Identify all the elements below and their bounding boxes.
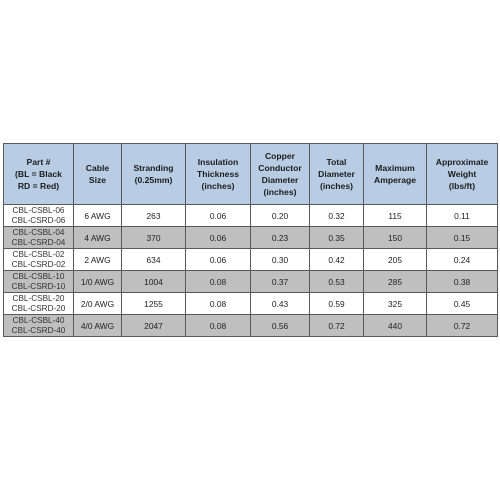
weight-cell: 0.24 — [427, 249, 498, 271]
table-row — [4, 249, 498, 271]
part-number-black: CBL-CSBL-06 — [12, 205, 65, 215]
header-insulation-thickness: Insulation Thickness (inches) — [186, 144, 251, 205]
conductor-diameter-cell: 0.43 — [251, 293, 310, 315]
conductor-diameter-cell: 0.20 — [251, 205, 310, 227]
header-cable-size: Cable Size — [74, 144, 122, 205]
amperage-cell: 285 — [364, 271, 427, 293]
table-row — [4, 205, 498, 227]
amperage-cell: 205 — [364, 249, 427, 271]
part-number-red: CBL-CSRD-06 — [11, 215, 66, 225]
table-row — [4, 271, 498, 293]
cable-size-cell: 1/0 AWG — [74, 271, 122, 293]
weight-cell: 0.45 — [427, 293, 498, 315]
header-maximum-amperage: Maximum Amperage — [364, 144, 427, 205]
part-number-cell — [4, 205, 74, 227]
part-number-red: CBL-CSRD-04 — [11, 237, 66, 247]
weight-cell: 0.72 — [427, 315, 498, 337]
insulation-cell: 0.08 — [186, 293, 251, 315]
conductor-diameter-cell: 0.56 — [251, 315, 310, 337]
cable-size-cell: 4 AWG — [74, 227, 122, 249]
part-number-cell — [4, 315, 74, 337]
stranding-cell: 370 — [122, 227, 186, 249]
conductor-diameter-cell: 0.37 — [251, 271, 310, 293]
insulation-cell: 0.06 — [186, 249, 251, 271]
part-number-cell — [4, 271, 74, 293]
insulation-cell: 0.06 — [186, 205, 251, 227]
total-diameter-cell: 0.53 — [310, 271, 364, 293]
table-header-row — [4, 144, 498, 205]
part-number-cell — [4, 227, 74, 249]
total-diameter-cell: 0.72 — [310, 315, 364, 337]
cable-size-cell: 4/0 AWG — [74, 315, 122, 337]
weight-cell: 0.11 — [427, 205, 498, 227]
part-number-black: CBL-CSBL-20 — [12, 293, 65, 303]
part-number-black: CBL-CSBL-40 — [12, 315, 65, 325]
header-conductor-diameter: Copper Conductor Diameter (inches) — [251, 144, 310, 205]
total-diameter-cell: 0.42 — [310, 249, 364, 271]
table-row — [4, 315, 498, 337]
insulation-cell: 0.08 — [186, 271, 251, 293]
part-number-cell — [4, 249, 74, 271]
header-stranding: Stranding (0.25mm) — [122, 144, 186, 205]
total-diameter-cell: 0.32 — [310, 205, 364, 227]
part-number-red: CBL-CSRD-10 — [11, 281, 66, 291]
conductor-diameter-cell: 0.23 — [251, 227, 310, 249]
amperage-cell: 440 — [364, 315, 427, 337]
part-number-cell — [4, 293, 74, 315]
stranding-cell: 2047 — [122, 315, 186, 337]
total-diameter-cell: 0.59 — [310, 293, 364, 315]
stranding-cell: 1004 — [122, 271, 186, 293]
cable-size-cell: 2/0 AWG — [74, 293, 122, 315]
insulation-cell: 0.06 — [186, 227, 251, 249]
table-row — [4, 227, 498, 249]
amperage-cell: 115 — [364, 205, 427, 227]
amperage-cell: 325 — [364, 293, 427, 315]
stranding-cell: 1255 — [122, 293, 186, 315]
cable-size-cell: 2 AWG — [74, 249, 122, 271]
part-number-black: CBL-CSBL-10 — [12, 271, 65, 281]
stranding-cell: 634 — [122, 249, 186, 271]
part-number-red: CBL-CSRD-20 — [11, 303, 66, 313]
stranding-cell: 263 — [122, 205, 186, 227]
cable-size-cell: 6 AWG — [74, 205, 122, 227]
header-approximate-weight: Approximate Weight (lbs/ft) — [427, 144, 498, 205]
part-number-black: CBL-CSBL-04 — [12, 227, 65, 237]
weight-cell: 0.38 — [427, 271, 498, 293]
part-number-red: CBL-CSRD-02 — [11, 259, 66, 269]
part-number-black: CBL-CSBL-02 — [12, 249, 65, 259]
insulation-cell: 0.08 — [186, 315, 251, 337]
cable-spec-table — [3, 143, 498, 337]
table-row — [4, 293, 498, 315]
weight-cell: 0.15 — [427, 227, 498, 249]
total-diameter-cell: 0.35 — [310, 227, 364, 249]
amperage-cell: 150 — [364, 227, 427, 249]
conductor-diameter-cell: 0.30 — [251, 249, 310, 271]
part-number-red: CBL-CSRD-40 — [11, 325, 66, 335]
header-part-number: Part # (BL = Black RD = Red) — [4, 144, 74, 205]
header-total-diameter: Total Diameter (inches) — [310, 144, 364, 205]
